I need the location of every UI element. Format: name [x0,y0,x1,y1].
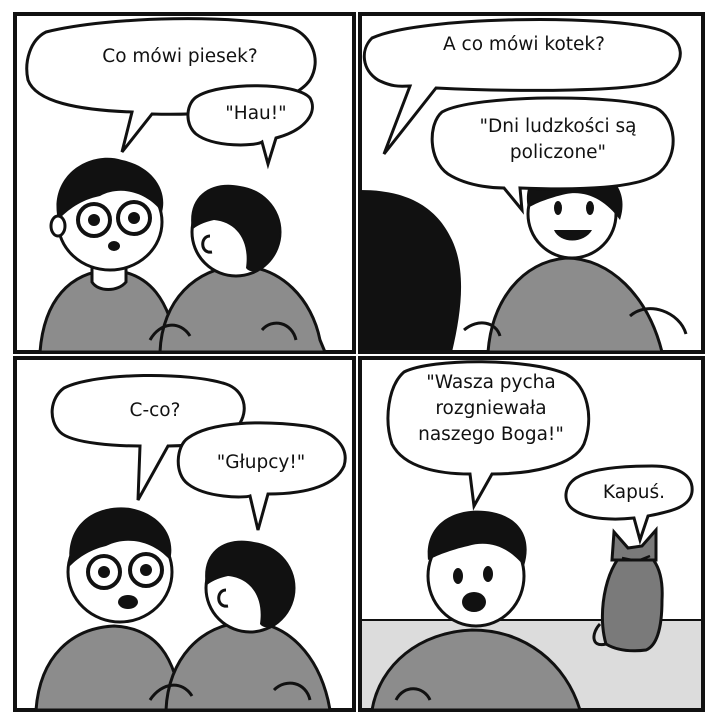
speech-text: "Głupcy!" [216,452,306,473]
speech-text: Co mówi piesek? [102,46,258,67]
speech-text: C-co? [129,400,181,421]
speech-text: "Wasza pycha rozgniewała naszego Boga!" [418,372,564,445]
speech-text: Kapuś. [602,482,666,503]
speech-text: "Hau!" [225,103,287,124]
speech-text: A co mówi kotek? [443,34,605,55]
panel-2 [360,14,703,352]
speech-text: "Dni ludzkości są policzone" [479,116,637,163]
